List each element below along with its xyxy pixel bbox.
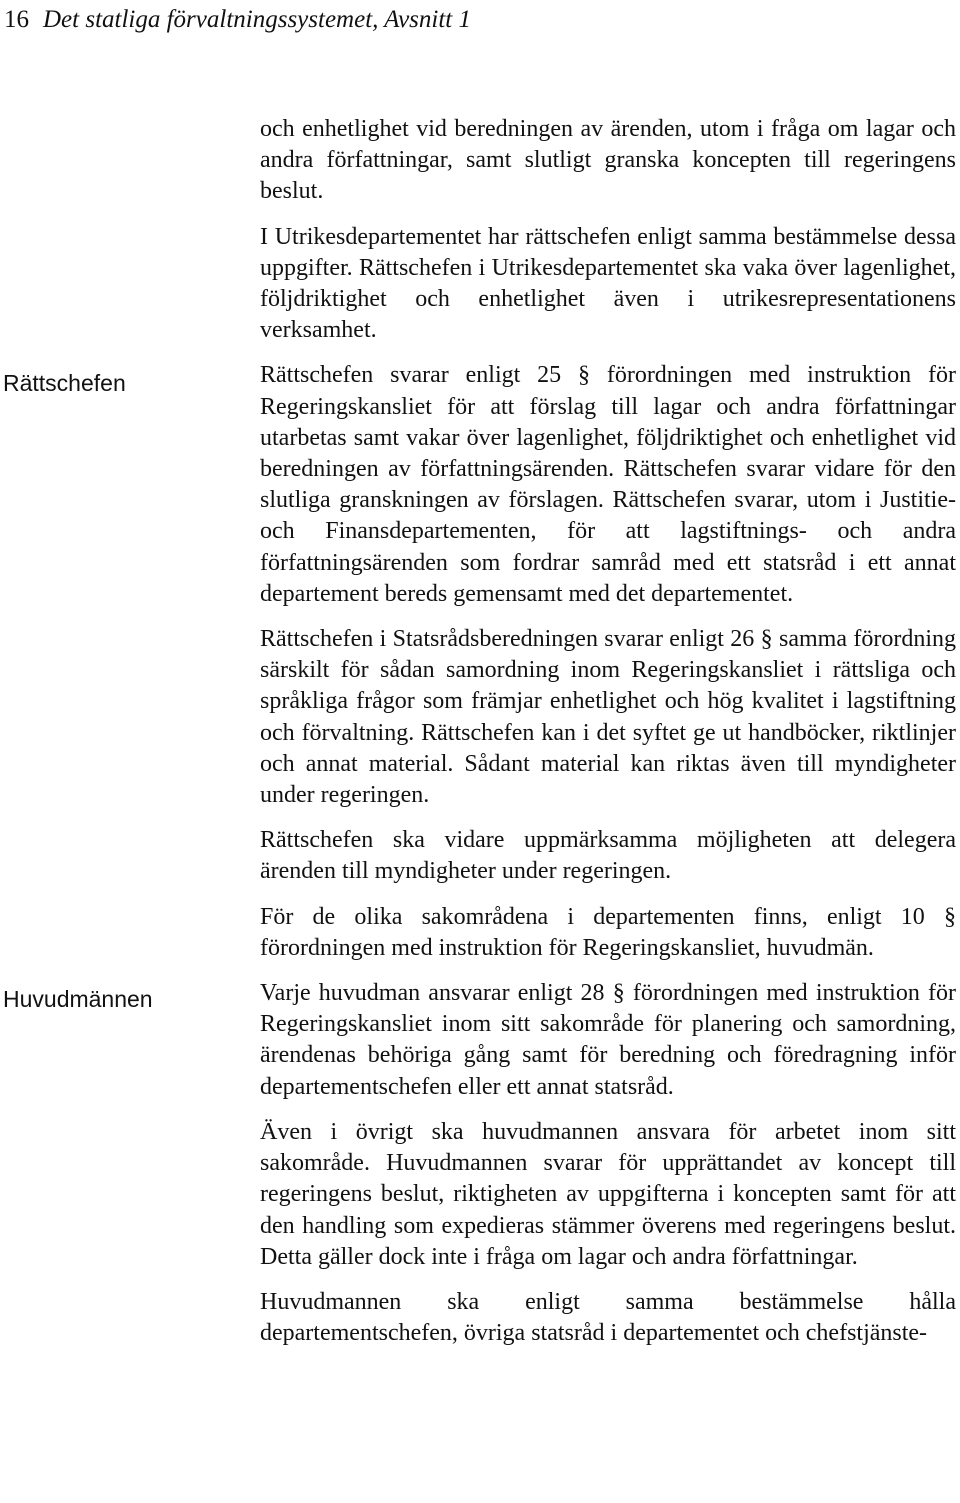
paragraph: Huvudmannen ska enligt samma bestämmelse hålla departementschefen, övriga statsråd i departementet och chefstjänste- [260,1288,956,1347]
page-number: 16 [4,6,29,33]
body-text [260,114,956,1363]
side-heading-rattschefen: Rättschefen [3,370,126,396]
running-header-title: Det statliga förvaltningssystemet, Avsnitt 1 [43,6,471,33]
running-header [4,0,471,40]
paragraph: Rättschefen ska vidare uppmärksamma möjligheten att delegera ärenden till myndigheter under regeringen. [260,827,956,885]
paragraph: Rättschefen i Statsrådsberedningen svarar enligt 26 § samma förordning särskilt för sådan samordning inom Regeringskansliet i rättsliga och språkliga frågor som främjar enhetlighet och hög kvalitet i lagstiftning och förvaltning. Rättschefen kan i det syftet ge ut handböcker, riktlinjer och annat material. Sådant material kan riktas även till myndigheter under regeringen. [260,626,956,809]
paragraph: Rättschefen svarar enligt 25 § förordningen med instruktion för Regeringskansliet för att förslag till lagar och andra författningar utarbetas samt vakar över lagenlighet, följdriktighet och enhetlighet vid beredningen av författningsärenden. Rättschefen svarar vidare för den slutliga granskningen av förslagen. Rättschefen svarar, utom i Justitie- och Finansdepartementen, för att lagstiftnings- och andra författningsärenden som fordrar samråd med ett statsråd i ett annat departement bereds gemensamt med det departementet. [260,362,956,607]
paragraph: och enhetlighet vid beredningen av ärenden, utom i fråga om lagar och andra författningar, samt slutligt granska koncepten till regeringens beslut. [260,116,956,205]
paragraph: Varje huvudman ansvarar enligt 28 § förordningen med instruktion för Regeringskansliet inom sitt sakområde för planering och samordning, ärendenas behöriga gång samt för beredning och föredragning inför departementschefen eller ett annat statsråd. [260,980,956,1100]
paragraph: I Utrikesdepartementet har rättschefen enligt samma bestämmelse dessa uppgifter. Rättschefen i Utrikesdepartementet ska vaka över lagenlighet, följdriktighet och enhetlighet även i utrikesrepresentationens verksamhet. [260,223,956,344]
paragraph: Även i övrigt ska huvudmannen ansvara för arbetet inom sitt sakområde. Huvudmannen svarar för upprättandet av koncept till regeringens beslut, riktigheten av uppgifterna i koncepten samt för att den handling som expedieras stämmer överens med regeringens beslut. Detta gäller dock inte i fråga om lagar och andra författningar. [260,1118,956,1270]
side-heading-huvudmannen: Huvudmännen [3,986,153,1012]
paragraph: För de olika sakområdena i departementen finns, enligt 10 § förordningen med instruktion för Regeringskansliet, huvudmän. [260,903,956,961]
